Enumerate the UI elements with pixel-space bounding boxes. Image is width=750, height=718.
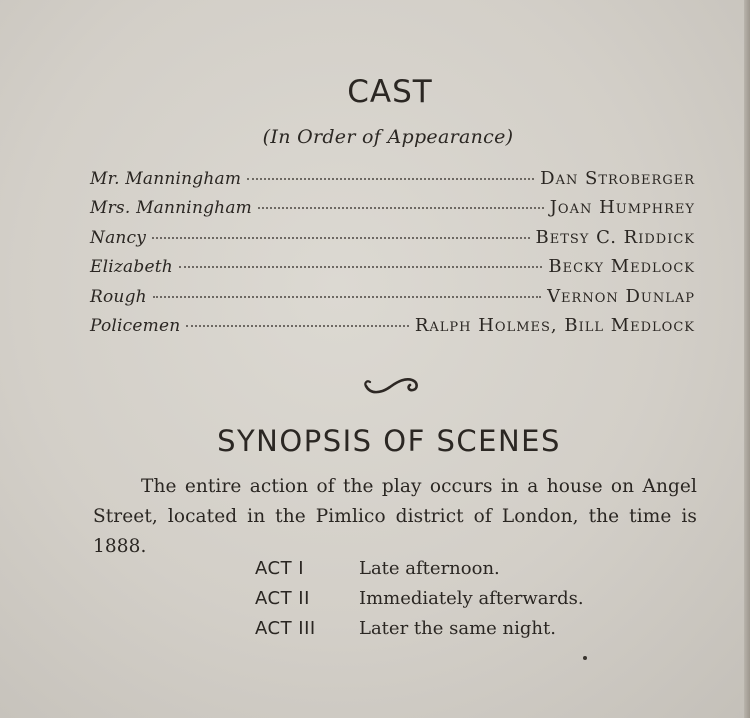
synopsis-title: SYNOPSIS OF SCENES [217, 424, 561, 458]
ink-speck [583, 656, 587, 660]
role-name: Rough [90, 286, 147, 307]
actor-name: Joan Humphrey [549, 197, 695, 219]
role-name: Mrs. Manningham [90, 198, 252, 219]
cast-list [90, 168, 695, 344]
act-label: ACT II [255, 588, 310, 609]
act-description: Late afternoon. [359, 558, 500, 579]
act-label: ACT III [255, 618, 316, 639]
actor-name: Dan Stroberger [540, 168, 695, 189]
dot-leader [153, 296, 541, 298]
cast-row [90, 256, 695, 285]
actor-name: Becky Medlock [548, 256, 695, 278]
actor-name: Ralph Holmes, Bill Medlock [414, 314, 695, 336]
cast-row [90, 168, 695, 197]
cast-row [90, 315, 695, 344]
actor-name: Vernon Dunlap [547, 285, 695, 307]
act-row [255, 588, 584, 618]
cast-subtitle: (In Order of Appearance) [262, 126, 514, 148]
dot-leader [258, 207, 544, 209]
dot-leader [247, 178, 534, 180]
act-row [255, 618, 584, 648]
act-row [255, 558, 584, 588]
act-description: Later the same night. [359, 618, 556, 639]
cast-row [90, 286, 695, 315]
act-label: ACT I [255, 558, 305, 579]
cast-title: CAST [347, 74, 433, 110]
act-description: Immediately afterwards. [359, 588, 584, 609]
role-name: Mr. Manningham [90, 169, 242, 189]
cast-row [90, 227, 695, 256]
scroll-flourish-icon [360, 370, 426, 400]
dot-leader [179, 266, 542, 268]
dot-leader [186, 325, 408, 327]
role-name: Policemen [90, 315, 181, 336]
role-name: Elizabeth [90, 257, 173, 278]
role-name: Nancy [90, 227, 147, 248]
act-list [255, 558, 584, 648]
dot-leader [152, 237, 529, 239]
synopsis-paragraph: The entire action of the play occurs in a house on Angel Street, located in the Pimlico district of London, the time is 1888. [93, 476, 697, 557]
cast-row [90, 197, 695, 226]
actor-name: Betsy C. Riddick [535, 226, 695, 248]
